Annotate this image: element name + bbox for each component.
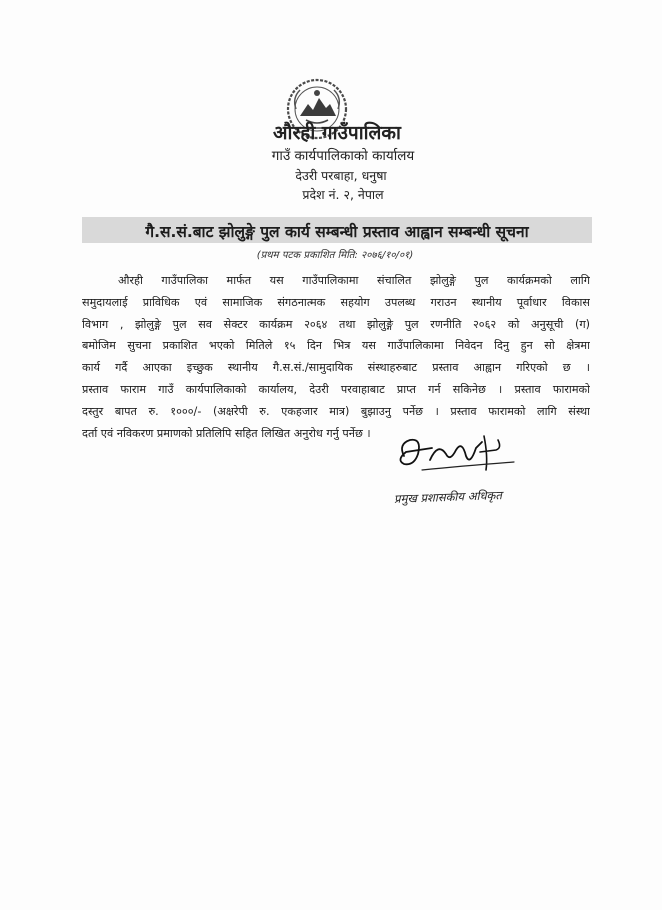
- notice-title: गै.स.सं.बाट झोलुङ्गे पुल कार्य सम्बन्धी प्रस्ताव आह्वान सम्बन्धी सूचना: [82, 217, 592, 243]
- org-name: औरही गाउँपालिका: [273, 122, 401, 144]
- body-line: विभाग , झोलुङ्गे पुल सव सेक्टर कार्यक्रम २०६४ तथा झोलुङ्गे पुल रणनीति २०६२ को अनुसूची (ग): [82, 317, 590, 331]
- body-line: दस्तुर बापत रु. १०००/- (अक्षरेपी रु. एकहजार मात्र) बुझाउनु पर्नेछ । प्रस्ताव फारामको लागि संस्था: [82, 404, 590, 418]
- body-line: प्रस्ताव फाराम गाउँ कार्यपालिकाको कार्यालय, देउरी परवाहाबाट प्राप्त गर्न सकिनेछ । प्रस्ताव फारामको: [82, 382, 590, 396]
- body-line: समुदायलाई प्राविधिक एवं सामाजिक संगठनात्मक सहयोग उपलब्ध गराउन स्थानीय पूर्वाधार विकास: [82, 295, 590, 309]
- body-line: दर्ता एवं नविकरण प्रमाणको प्रतिलिपि सहित लिखित अनुरोध गर्नु पर्नेछ ।: [82, 426, 371, 440]
- signatory-title: प्रमुख प्रशासकीय अधिकृत: [393, 488, 503, 506]
- handwritten-signature: [392, 426, 532, 476]
- body-line: औरही गाउँपालिका मार्फत यस गाउँपालिकामा संचालित झोलुङ्गे पुल कार्यक्रमको लागि: [118, 274, 590, 287]
- published-date-note: (प्रथम पटक प्रकाशित मिति: २०७६/१०/०१): [256, 250, 414, 261]
- province-line: प्रदेश नं. २, नेपाल: [302, 187, 384, 202]
- office-address: देउरी परबाहा, धनुषा: [295, 168, 387, 183]
- body-line: कार्य गर्दै आएका इच्छुक स्थानीय गै.स.सं./सामुदायिक संस्थाहरुबाट प्रस्ताव आह्वान गरिएको छ ।: [82, 361, 590, 375]
- notice-body: [82, 270, 590, 444]
- office-name: गाउँ कार्यपालिकाको कार्यालय: [271, 148, 415, 164]
- body-line: बमोजिम सुचना प्रकाशित भएको मितिले १५ दिन भित्र यस गाउँपालिकामा निवेदन दिनु हुन सो क्षेत्रमा: [82, 339, 590, 353]
